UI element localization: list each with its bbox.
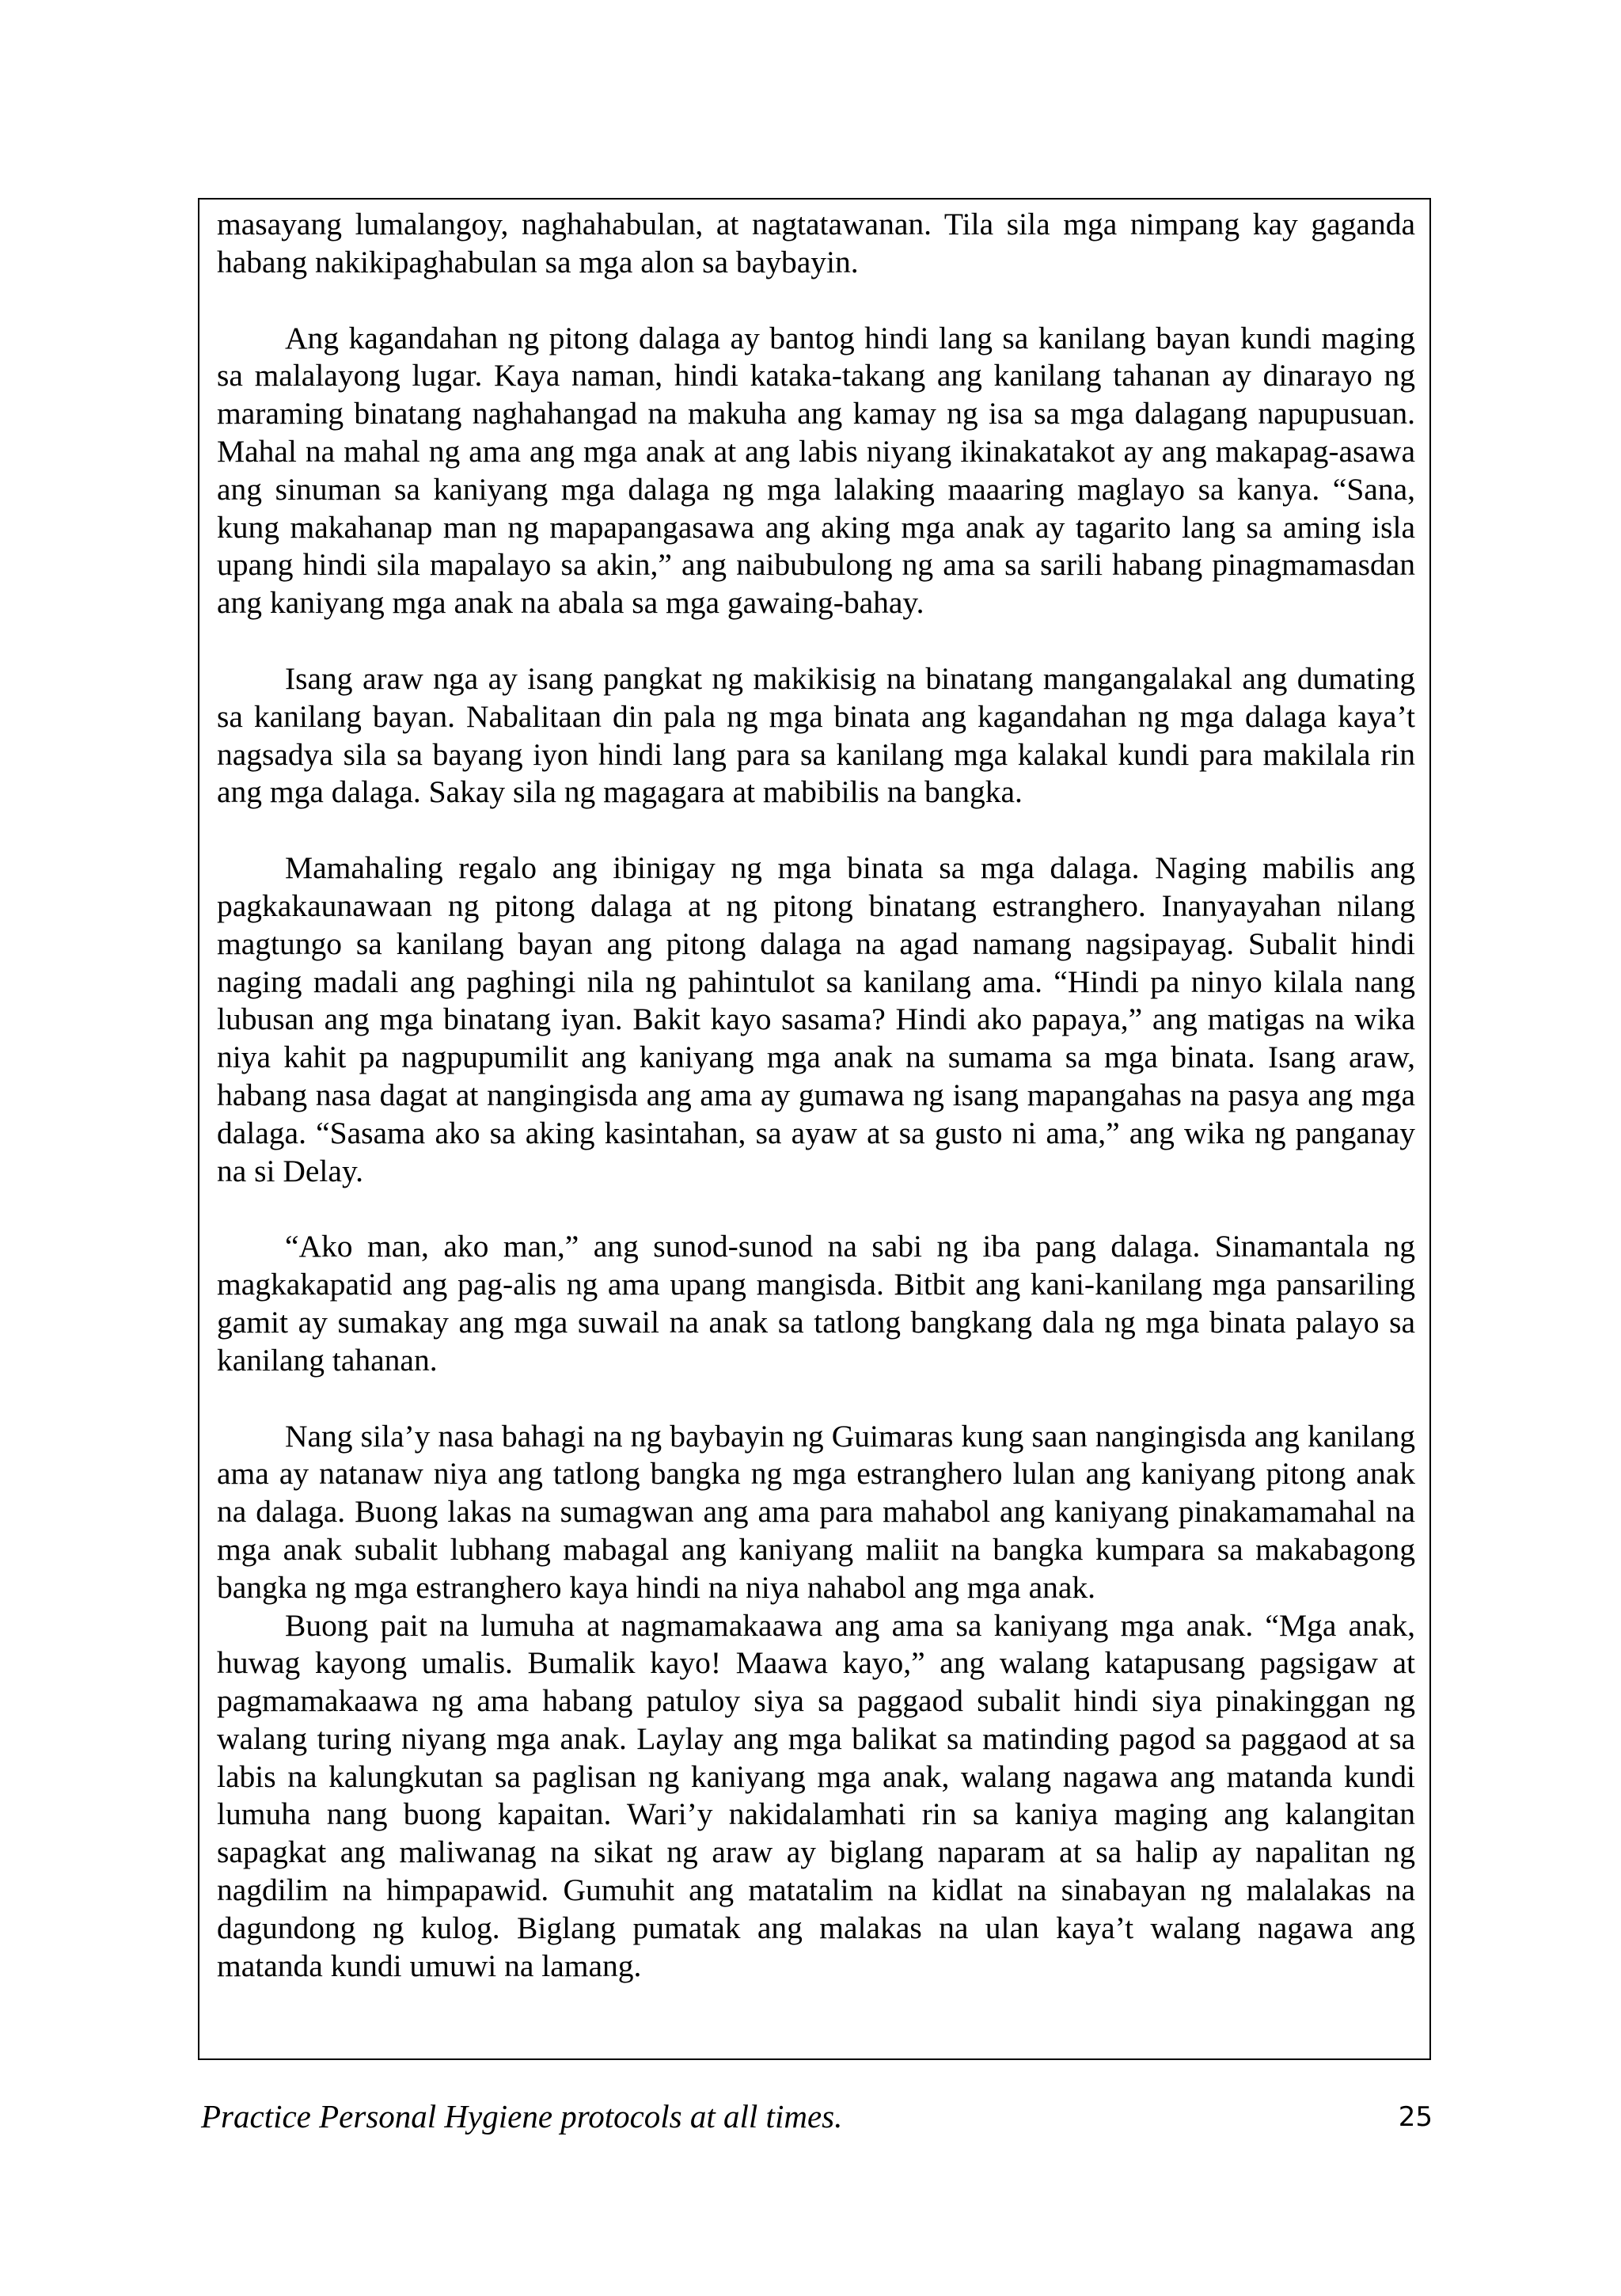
story-paragraph-5: “Ako man, ako man,” ang sunod-sunod na sabi ng iba pang dalaga. Sinamantala ng magkakapatid ang pag-alis ng ama upang mangisda. Bitbit ang kani-kanilang mga pansariling gamit ay sumakay ang mga suwail na anak sa tatlong bangkang dala ng mga binata palayo sa kanilang tahanan. bbox=[217, 1229, 1415, 1378]
story-paragraph-7: Buong pait na lumuha at nagmamakaawa ang ama sa kaniyang mga anak. “Mga anak, huwag kayong umalis. Bumalik kayo! Maawa kayo,” ang walang katapusang pagsigaw at pagmamakaawa ng ama habang patuloy siya sa paggaod subalit hindi siya pinakinggan ng walang turing niyang mga anak. Laylay ang mga balikat sa matinding pagod sa paggaod at sa labis na kalungkutan sa paglisan ng kaniyang mga anak, walang nagawa ang matanda kundi lumuha nang buong kapaitan. Wari’y nakidalamhati rin sa kaniya maging ang kalangitan sapagkat ang maliwanag na sikat ng araw ay biglang naparam at sa halip ay napalitan ng nagdilim na himpapawid. Gumuhit ang matatalim na kidlat na sinabayan ng malalakas na dagundong ng kulog. Biglang pumatak ang malakas na ulan kaya’t walang nagawa ang matanda kundi umuwi na lamang. bbox=[217, 1607, 1415, 1983]
story-text-box bbox=[198, 198, 1431, 2060]
footer-hygiene-reminder: Practice Personal Hygiene protocols at all times. bbox=[201, 2098, 843, 2134]
story-paragraph-1: masayang lumalangoy, naghahabulan, at nagtatawanan. Tila sila mga nimpang kay gaganda habang nakikipaghabulan sa mga alon sa baybayin. bbox=[217, 207, 1415, 279]
story-paragraph-2: Ang kagandahan ng pitong dalaga ay bantog hindi lang sa kanilang bayan kundi maging sa malalayong lugar. Kaya naman, hindi kataka-takang ang kanilang tahanan ay dinarayo ng maraming binatang naghahangad na makuha ang kamay ng isa sa mga dalagang napupusuan. Mahal na mahal ng ama ang mga anak at ang labis niyang ikinakatakot ay ang makapag-asawa ang sinuman sa kaniyang mga dalaga ng mga lalaking maaaring maglayo sa kanya. “Sana, kung makahanap man ng mapapangasawa ang aking mga anak ay tagarito lang sa aming isla upang hindi sila mapalayo sa akin,” ang naibubulong ng ama sa sarili habang pinagmamasdan ang kaniyang mga anak na abala sa mga gawaing-bahay. bbox=[217, 320, 1415, 621]
story-paragraph-6: Nang sila’y nasa bahagi na ng baybayin ng Guimaras kung saan nangingisda ang kanilang ama ay natanaw niya ang tatlong bangka ng mga estranghero lulan ang kaniyang pitong anak na dalaga. Buong lakas na sumagwan ang ama para mahabol ang kaniyang pinakamamahal na mga anak subalit lubhang mabagal ang kaniyang maliit na bangka kumpara sa makabagong bangka ng mga estranghero kaya hindi na niya nahabol ang mga anak. bbox=[217, 1418, 1415, 1605]
page-number: 25 bbox=[1398, 2101, 1433, 2133]
story-paragraph-4: Mamahaling regalo ang ibinigay ng mga binata sa mga dalaga. Naging mabilis ang pagkakaunawaan ng pitong dalaga at ng pitong binatang estranghero. Inanyayahan nilang magtungo sa kanilang bayan ang pitong dalaga na agad namang nagsipayag. Subalit hindi naging madali ang paghingi nila ng pahintulot sa kanilang ama. “Hindi pa ninyo kilala nang lubusan ang mga binatang iyan. Bakit kayo sasama? Hindi ako papaya,” ang matigas na wika niya kahit pa nagpupumilit ang kaniyang mga anak na sumama sa mga binata. Isang araw, habang nasa dagat at nangingisda ang ama ay gumawa ng isang mapangahas na pasya ang mga dalaga. “Sasama ako sa aking kasintahan, sa ayaw at sa gusto ni ama,” ang wika ng panganay na si Delay. bbox=[217, 850, 1415, 1188]
story-paragraph-3: Isang araw nga ay isang pangkat ng makikisig na binatang mangangalakal ang dumating sa kanilang bayan. Nabalitaan din pala ng mga binata ang kagandahan ng mga dalaga kaya’t nagsadya sila sa bayang iyon hindi lang para sa kanilang mga kalakal kundi para makilala rin ang mga dalaga. Sakay sila ng magagara at mabibilis na bangka. bbox=[217, 660, 1415, 810]
